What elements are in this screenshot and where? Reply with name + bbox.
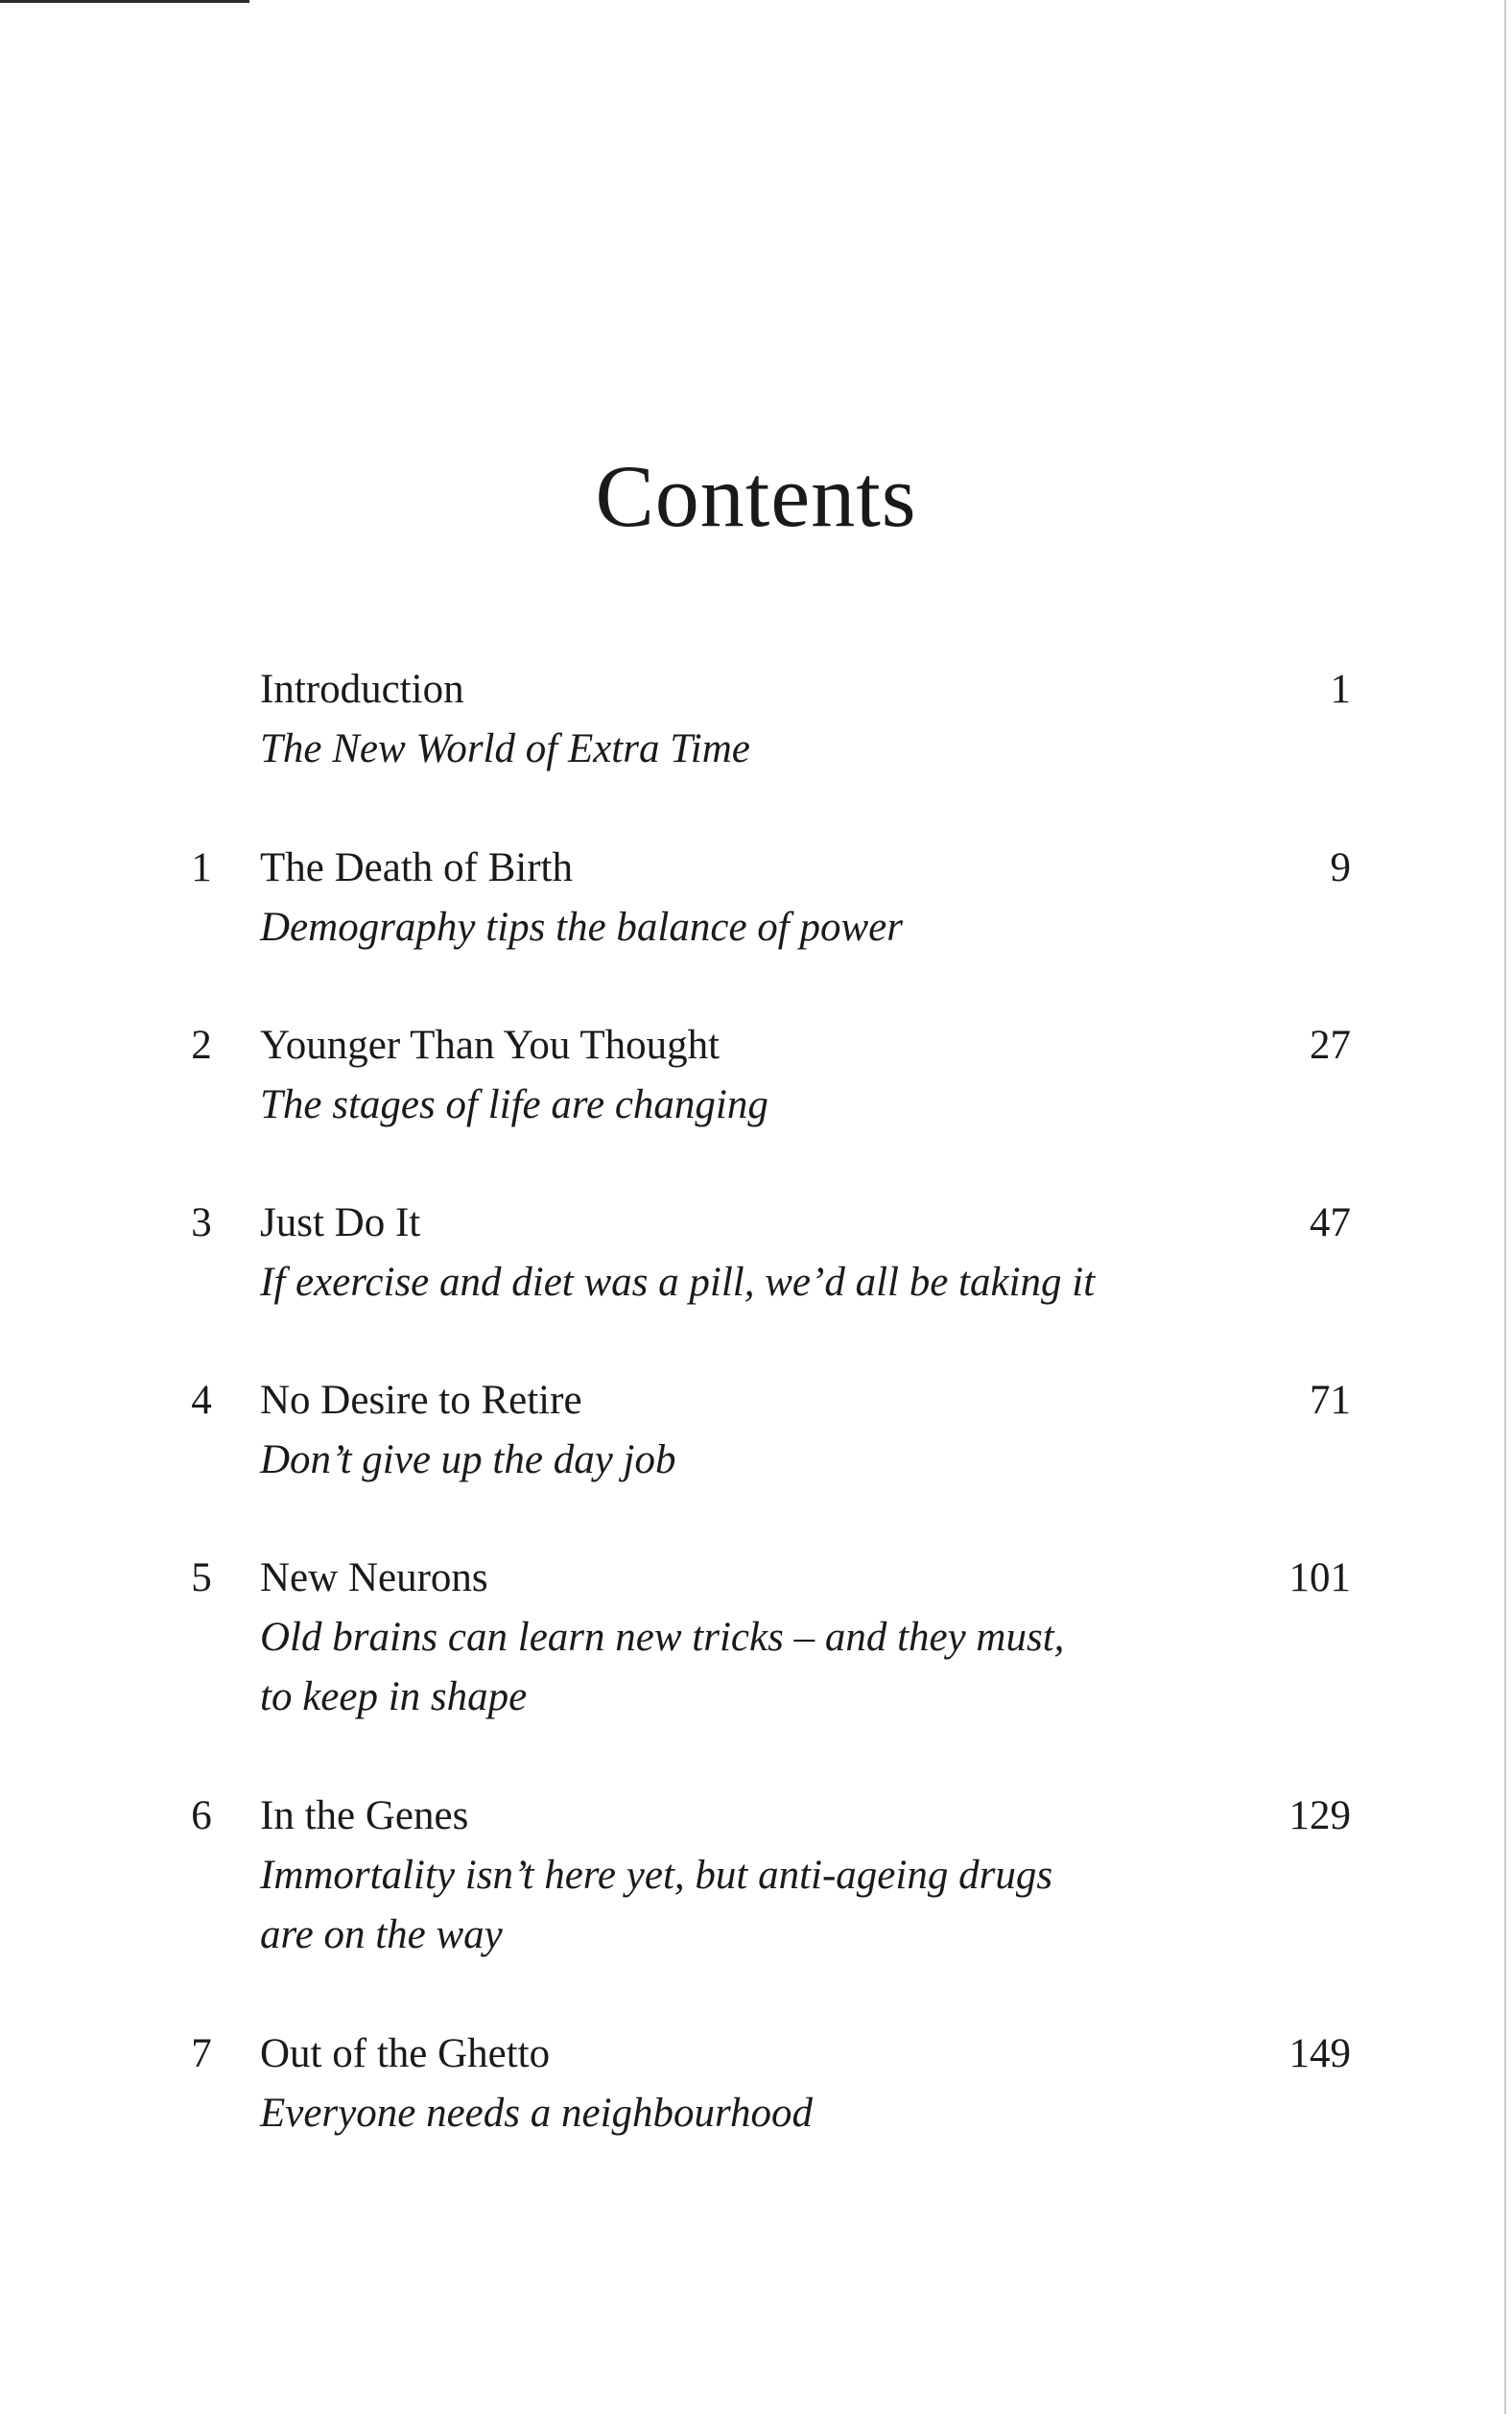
chapter-subtitle: Immortality isn’t here yet, but anti-ageing drugs are on the way <box>260 1853 1053 1957</box>
page-number: 9 <box>1330 845 1351 890</box>
chapter-title: New Neurons <box>260 1555 488 1600</box>
chapter-subtitle: Don’t give up the day job <box>260 1437 676 1482</box>
chapter-number: 4 <box>191 1378 212 1423</box>
chapter-number: 2 <box>191 1023 212 1068</box>
page-title: Contents <box>595 447 917 545</box>
chapter-subtitle: Old brains can learn new tricks – and they must, to keep in shape <box>260 1615 1065 1719</box>
chapter-title: Introduction <box>260 667 464 712</box>
chapter-number: 3 <box>191 1200 212 1245</box>
chapter-number: 7 <box>191 2031 212 2076</box>
chapter-subtitle: Demography tips the balance of power <box>260 905 903 950</box>
chapter-title: In the Genes <box>260 1793 469 1838</box>
chapter-subtitle: Everyone needs a neighbourhood <box>260 2091 813 2136</box>
page-number: 1 <box>1330 667 1351 712</box>
chapter-subtitle: The New World of Extra Time <box>260 726 750 771</box>
page-number: 27 <box>1310 1023 1351 1068</box>
chapter-title: The Death of Birth <box>260 845 573 890</box>
page-number: 101 <box>1288 1555 1351 1600</box>
page-number: 71 <box>1310 1378 1351 1423</box>
chapter-subtitle: The stages of life are changing <box>260 1082 768 1127</box>
chapter-number: 5 <box>191 1555 212 1600</box>
scan-edge-right <box>1504 0 1506 2414</box>
page-number: 149 <box>1288 2031 1351 2076</box>
scan-edge-top <box>0 0 249 3</box>
chapter-title: Younger Than You Thought <box>260 1023 721 1068</box>
chapter-title: Just Do It <box>260 1200 421 1245</box>
chapter-title: Out of the Ghetto <box>260 2031 551 2076</box>
chapter-number: 6 <box>191 1793 212 1838</box>
chapter-number: 1 <box>191 845 212 890</box>
chapter-subtitle: If exercise and diet was a pill, we’d all be taking it <box>260 1260 1096 1305</box>
page-number: 129 <box>1288 1793 1351 1838</box>
page-number: 47 <box>1310 1200 1351 1245</box>
chapter-title: No Desire to Retire <box>260 1378 582 1423</box>
